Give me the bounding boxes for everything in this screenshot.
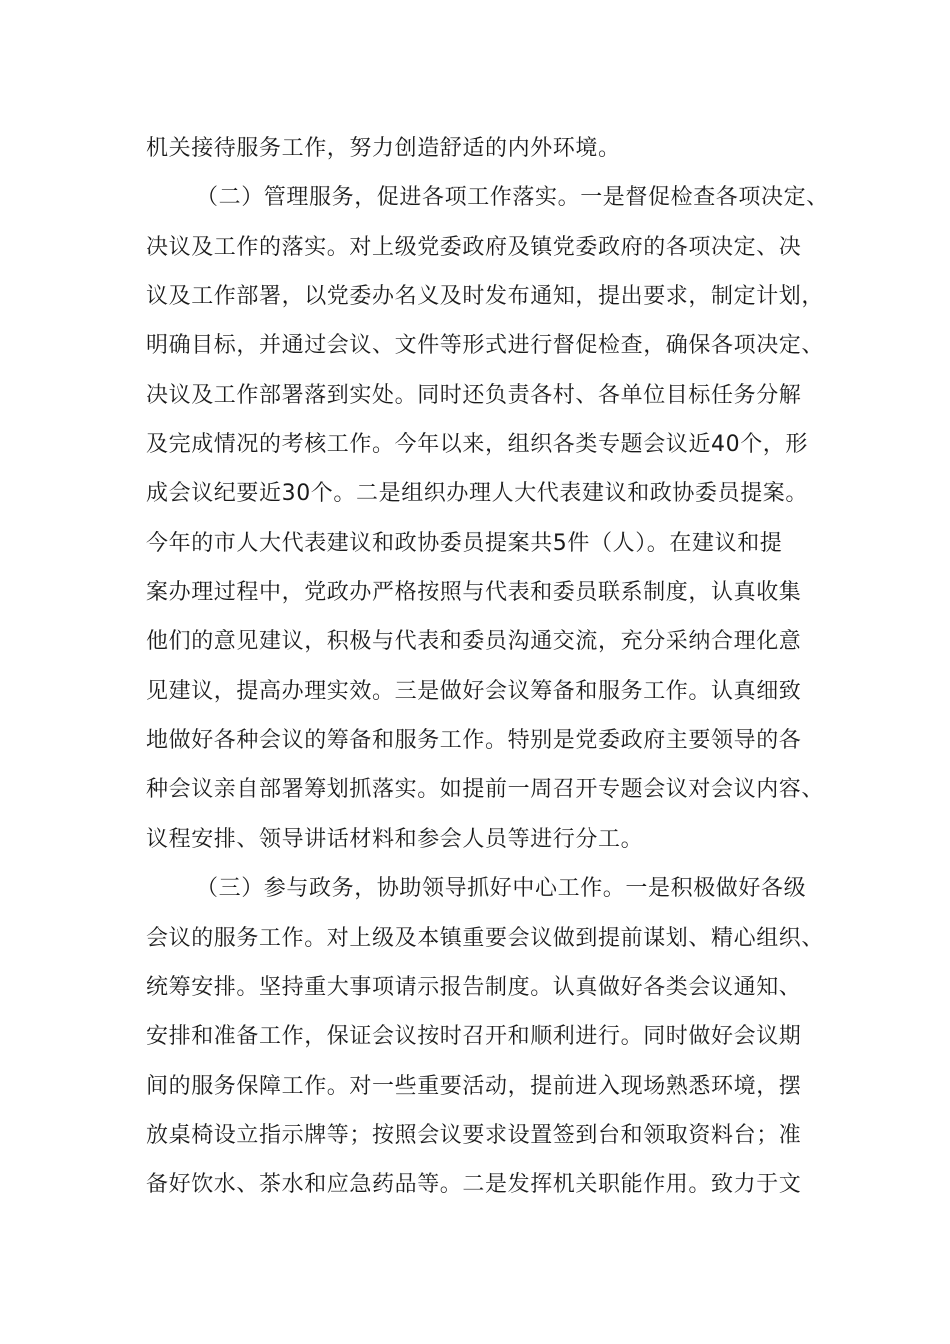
text-line: 间的服务保障工作。对一些重要活动，提前进入现场熟悉环境，摆 (146, 1073, 802, 1099)
text-line: 会议的服务工作。对上级及本镇重要会议做到提前谋划、精心组织、 (146, 925, 825, 951)
section-heading-line: （三）参与政务，协助领导抓好中心工作。一是积极做好各级 (196, 876, 807, 902)
text-line: 他们的意见建议，积极与代表和委员沟通交流，充分采纳合理化意 (146, 629, 802, 655)
text-line: 今年的市人大代表建议和政协委员提案共5件（人）。在建议和提 (146, 530, 783, 556)
text-line: 种会议亲自部署筹划抓落实。如提前一周召开专题会议对会议内容、 (146, 777, 825, 803)
section-heading-line: （二）管理服务，促进各项工作落实。一是督促检查各项决定、 (196, 185, 829, 211)
text-line: 及完成情况的考核工作。今年以来，组织各类专题会议近40个，形 (146, 432, 808, 458)
body-text (146, 124, 829, 1210)
text-line: 成会议纪要近30个。二是组织办理人大代表建议和政协委员提案。 (146, 481, 808, 507)
text-line: 决议及工作部署落到实处。同时还负责各村、各单位目标任务分解 (146, 382, 802, 408)
text-line: 议程安排、领导讲话材料和参会人员等进行分工。 (146, 826, 644, 852)
text-line: 案办理过程中，党政办严格按照与代表和委员联系制度，认真收集 (146, 580, 802, 606)
text-line: 明确目标，并通过会议、文件等形式进行督促检查，确保各项决定、 (146, 333, 825, 359)
text-line: 安排和准备工作，保证会议按时召开和顺利进行。同时做好会议期 (146, 1024, 802, 1050)
text-line: 议及工作部署，以党委办名义及时发布通知，提出要求，制定计划， (146, 284, 825, 310)
text-line: 见建议，提高办理实效。三是做好会议筹备和服务工作。认真细致 (146, 678, 802, 704)
text-line: 地做好各种会议的筹备和服务工作。特别是党委政府主要领导的各 (146, 728, 802, 754)
text-line: 放桌椅设立指示牌等；按照会议要求设置签到台和领取资料台；准 (146, 1122, 802, 1148)
text-line: 统筹安排。坚持重大事项请示报告制度。认真做好各类会议通知、 (146, 974, 802, 1000)
text-line: 机关接待服务工作，努力创造舒适的内外环境。 (146, 136, 621, 161)
text-line: 决议及工作的落实。对上级党委政府及镇党委政府的各项决定、决 (146, 234, 802, 260)
text-line: 备好饮水、茶水和应急药品等。二是发挥机关职能作用。致力于文 (146, 1172, 802, 1198)
